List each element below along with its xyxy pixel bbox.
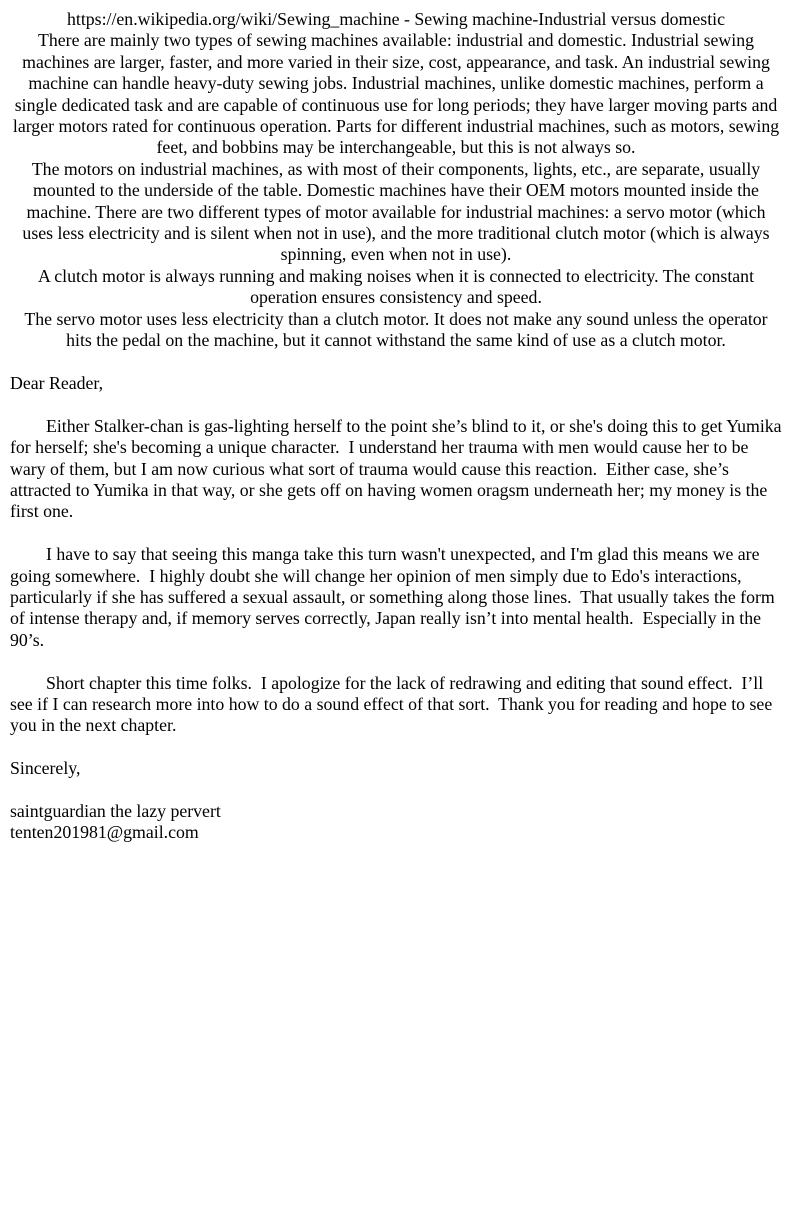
letter-paragraph: I have to say that seeing this manga take this turn wasn't unexpected, and I'm glad this means we are going somewhere. I highly doubt she will change her opinion of men simply due to Edo's interactions, particularly if she has suffered a sexual assault, or something along those lines. That usually takes the form of intense therapy and, if memory serves correctly, Japan really isn’t into mental health. Especially in the 90’s. <box>10 544 780 650</box>
letter-closing: Sincerely, <box>10 758 81 779</box>
quote-paragraph: A clutch motor is always running and making noises when it is connected to electricity. The constant operation ensures consistency and speed. <box>37 265 755 308</box>
signature-name: saintguardian the lazy pervert <box>10 800 221 821</box>
quoted-article-section <box>10 9 782 352</box>
letter-paragraph: Either Stalker-chan is gas-lighting herself to the point she’s blind to it, or she's doing this to get Yumika for herself; she's becoming a unique character. I understand her trauma with men would cause her to be wary of them, but I am now curious what sort of trauma would cause this reaction. Either case, she’s attracted to Yumika in that way, or she gets off on having women oragsm underneath her; my money is the first one. <box>10 415 787 522</box>
letter-paragraph: Short chapter this time folks. I apologize for the lack of redrawing and editing that sound effect. I’ll see if I can research more into how to do a sound effect of that sort. Thank you for reading and hope to see you in the next chapter. <box>10 672 777 736</box>
quote-paragraph: The motors on industrial machines, as with most of their components, lights, etc., are separate, usually mounted to the underside of the table. Domestic machines have their OEM motors mounted inside the machine. There are two different types of motor available for industrial machines: a servo motor (which uses less electricity and is silent when not in use), and the more traditional clutch motor (which is always spinning, even when not in use). <box>22 158 770 265</box>
letter-salutation: Dear Reader, <box>10 372 104 393</box>
quote-paragraph: The servo motor uses less electricity than a clutch motor. It does not make any sound unless the operator hits the pedal on the machine, but it cannot withstand the same kind of use as a clutch motor. <box>24 308 768 351</box>
signature-email: tenten201981@gmail.com <box>10 822 199 843</box>
quote-paragraph: There are mainly two types of sewing machines available: industrial and domestic. Industrial sewing machines are larger, faster, and more varied in their size, cost, appearance, and task. An industrial sewing machine can handle heavy-duty sewing jobs. Industrial machines, unlike domestic machines, perform a single dedicated task and are capable of continuous use for long periods; they have larger moving parts and larger motors rated for continuous operation. Parts for different industrial machines, such as motors, sewing feet, and bobbins may be interchangeable, but this is not always so. <box>12 30 780 158</box>
letter-section <box>10 372 787 844</box>
source-url-line: https://en.wikipedia.org/wiki/Sewing_machine - Sewing machine-Industrial versus domestic <box>67 9 725 29</box>
